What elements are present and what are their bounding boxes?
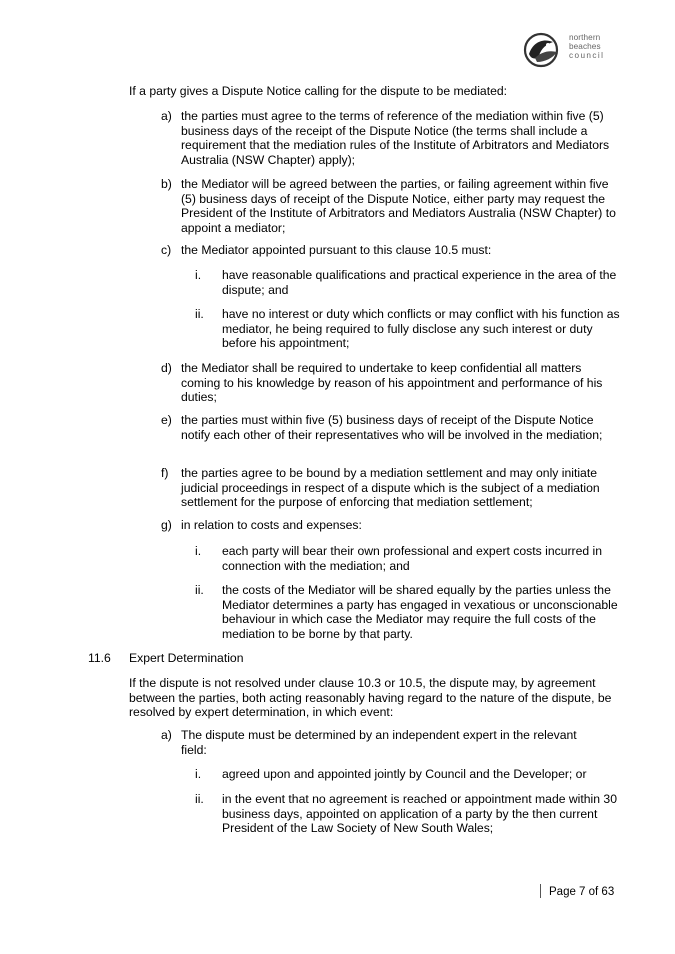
council-emblem-icon [521, 32, 567, 68]
item-c-ii-text: have no interest or duty which conflicts or may conflict with his function as mediator, he being required to fully disclose any such interest or duty before his appointment; [222, 307, 620, 351]
item-d-label: d) [161, 361, 172, 375]
item-f-text: the parties agree to be bound by a mediation settlement and may only initiate judicial proceedings in respect of a dispute which is the subject of a mediation settlement for the purpose of enforcing that mediation settlement; [181, 466, 600, 510]
section-a-ii-label: ii. [195, 792, 204, 806]
item-e-text: the parties must within five (5) business days of receipt of the Dispute Notice notify each other of their representatives who will be involved in the mediation; [181, 413, 603, 442]
section-a-i-text: agreed upon and appointed jointly by Council and the Developer; or [222, 767, 587, 781]
item-c-i-label: i. [195, 268, 202, 282]
item-g-i-text: each party will bear their own professional and expert costs incurred in connection with the mediation; and [222, 544, 603, 573]
item-c-text: the Mediator appointed pursuant to this clause 10.5 must: [181, 243, 492, 257]
section-a-label: a) [161, 728, 172, 742]
section-a-ii-text: in the event that no agreement is reached or appointment made within 30 business days, appointed on application of a party by the then current President of the Law Society of New South Wales; [222, 792, 617, 836]
item-c-ii-label: ii. [195, 307, 204, 321]
item-d-text: the Mediator shall be required to undertake to keep confidential all matters coming to his knowledge by reason of his appointment and performance of his duties; [181, 361, 603, 405]
item-a-label: a) [161, 109, 172, 123]
page-number: Page 7 of 63 [549, 886, 615, 898]
logo-line-3: council [569, 51, 605, 61]
section-a-text: The dispute must be determined by an independent expert in the relevant field: [181, 728, 577, 757]
section-intro: If the dispute is not resolved under clause 10.3 or 10.5, the dispute may, by agreement between the parties, both acting reasonably having regard to the nature of the dispute, be resolved by expert determination, in which event: [129, 676, 612, 720]
item-c-i-text: have reasonable qualifications and practical experience in the area of the dispute; and [222, 268, 617, 297]
item-g-i-label: i. [195, 544, 202, 558]
item-g-text: in relation to costs and expenses: [181, 518, 362, 532]
footer-divider [540, 884, 541, 898]
item-b-text: the Mediator will be agreed between the parties, or failing agreement within five (5) business days of receipt of the Dispute Notice, either party may request the President of the Institute of Arbitrators and Mediators Australia (NSW Chapter) to appoint a mediator; [181, 177, 616, 235]
logo-wordmark [569, 33, 604, 61]
item-f-label: f) [161, 466, 169, 480]
council-logo [521, 32, 631, 68]
intro-paragraph: If a party gives a Dispute Notice calling for the dispute to be mediated: [129, 84, 508, 98]
item-g-ii-label: ii. [195, 583, 204, 597]
section-number: 11.6 [88, 651, 111, 665]
logo-line-1: northern [569, 33, 601, 42]
item-e-label: e) [161, 413, 172, 427]
section-title: Expert Determination [129, 651, 244, 665]
item-b-label: b) [161, 177, 172, 191]
section-a-i-label: i. [195, 767, 202, 781]
logo-line-2: beaches [569, 42, 601, 52]
item-g-ii-text: the costs of the Mediator will be shared equally by the parties unless the Mediator determines a party has engaged in vexatious or unconscionable behaviour in which case the Mediator may require the full costs of the mediation to be borne by that party. [222, 583, 618, 641]
item-a-text: the parties must agree to the terms of reference of the mediation within five (5) business days of the receipt of the Dispute Notice (the terms shall include a requirement that the mediation rules of the Institute of Arbitrators and Mediators Australia (NSW Chapter) apply); [181, 109, 610, 167]
item-c-label: c) [161, 243, 172, 257]
item-g-label: g) [161, 518, 172, 532]
